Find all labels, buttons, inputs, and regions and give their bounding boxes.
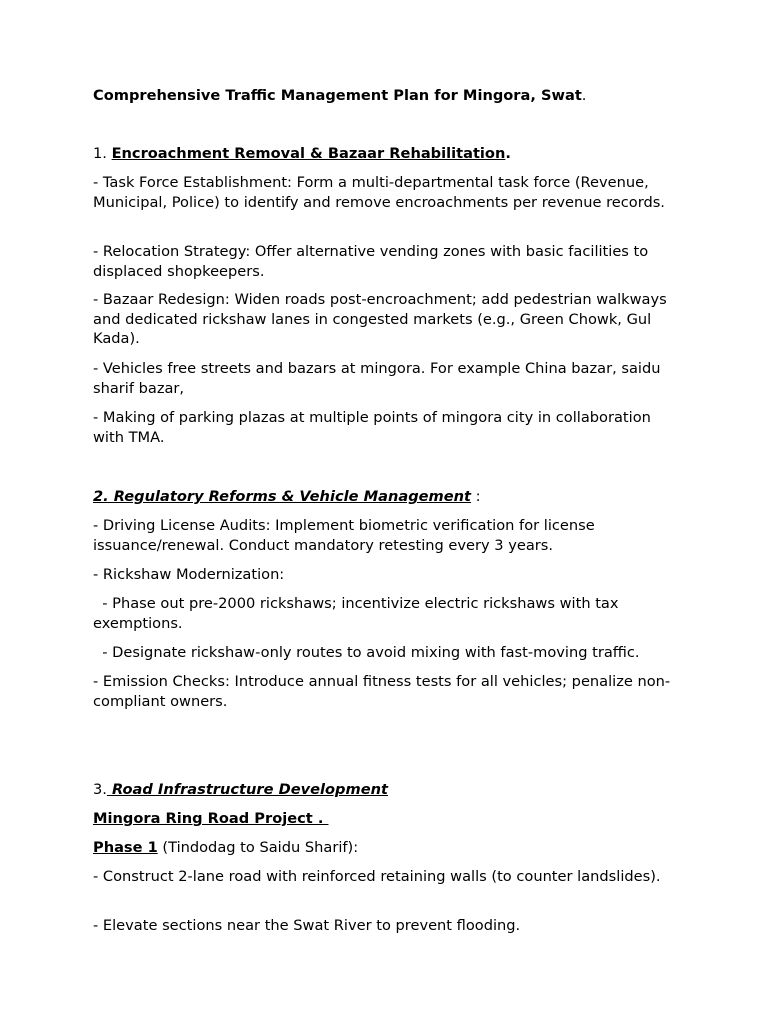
list-item: - Task Force Establishment: Form a multi-departmental task force (Revenue, Municipal, Police) to identify and remove encroachments per revenue records. <box>93 174 665 211</box>
list-item: - Making of parking plazas at multiple points of mingora city in collaboration with TMA. <box>93 409 651 446</box>
sub-list-item: - Designate rickshaw-only routes to avoid mixing with fast-moving traffic. <box>93 644 640 661</box>
sub-list-item: - Phase out pre-2000 rickshaws; incentivize electric rickshaws with tax exemptions. <box>93 595 624 632</box>
list-item: - Elevate sections near the Swat River to prevent flooding. <box>93 917 521 934</box>
list-item: - Relocation Strategy: Offer alternative vending zones with basic facilities to displaced shopkeepers. <box>93 243 649 280</box>
phase-1-line: Phase 1 (Tindodag to Saidu Sharif): <box>93 839 359 856</box>
list-item: - Driving License Audits: Implement biometric verification for license issuance/renewal. Conduct mandatory retesting every 3 years. <box>93 517 595 554</box>
list-item: - Vehicles free streets and bazars at mingora. For example China bazar, saidu sharif bazar, <box>93 360 661 397</box>
section-1-heading: 1. Encroachment Removal & Bazaar Rehabilitation. <box>93 145 511 162</box>
list-item: - Rickshaw Modernization: <box>93 566 285 583</box>
document-title: Comprehensive Traffic Management Plan for Mingora, Swat. <box>93 87 587 104</box>
list-item: - Construct 2-lane road with reinforced retaining walls (to counter landslides). <box>93 868 661 885</box>
section-2-heading: 2. Regulatory Reforms & Vehicle Management : <box>93 488 481 505</box>
list-item: - Emission Checks: Introduce annual fitness tests for all vehicles; penalize non-compliant owners. <box>93 673 671 710</box>
section-3-heading: 3. Road Infrastructure Development <box>93 781 388 798</box>
ring-road-subheading: Mingora Ring Road Project . <box>93 810 329 827</box>
list-item: - Bazaar Redesign: Widen roads post-encroachment; add pedestrian walkways and dedicated rickshaw lanes in congested markets (e.g., Green Chowk, Gul Kada). <box>93 291 667 348</box>
